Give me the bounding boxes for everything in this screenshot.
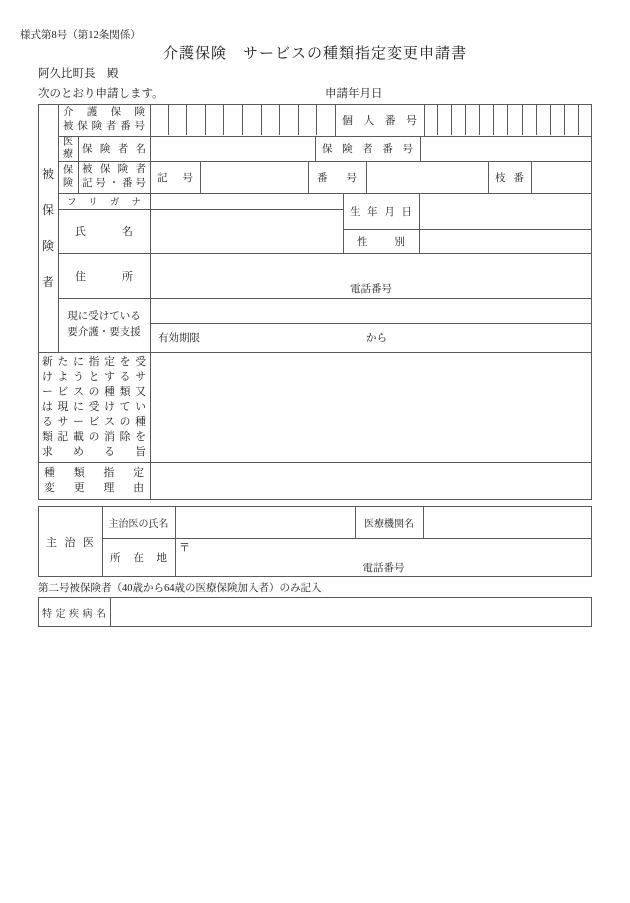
insurer-number-field <box>421 137 591 160</box>
insurer-number-label: 保険者番号 <box>322 144 413 155</box>
symbol-field <box>201 162 307 192</box>
insured-section-label: 被保険者 <box>41 167 54 289</box>
medical-insurance-label-top: 医療 <box>63 137 73 160</box>
doctor-name-field <box>176 507 354 537</box>
personal-number-cells <box>424 105 592 135</box>
symbol-label: 記号 <box>157 172 193 184</box>
birthdate-label: 生年月日 <box>350 206 412 218</box>
phone-number-label: 電話番号 <box>350 284 392 295</box>
personal-number-label: 個人番号 <box>342 115 417 127</box>
specific-disease-label: 特定疾病名 <box>42 608 106 620</box>
current-certification-field <box>151 299 591 322</box>
medical-institution-label: 医療機関名 <box>364 518 414 530</box>
validity-period-label: 有効期限 <box>158 333 200 344</box>
gender-field <box>420 230 591 252</box>
attending-doctor-section-label: 主治医 <box>46 536 94 549</box>
form-title: 介護保険 サービスの種類指定変更申請書 <box>162 46 467 62</box>
care-insurance-number-cells <box>150 105 335 135</box>
address-label: 住所 <box>75 270 133 283</box>
doctor-address-field <box>176 539 591 559</box>
current-certification-label: 現に受けている 要介護・要支援 <box>67 311 141 338</box>
insurer-name-field <box>151 137 314 160</box>
service-type-change-field <box>151 353 591 461</box>
grid-line <box>150 323 592 324</box>
address-field <box>151 254 591 282</box>
doctor-phone-label: 電話番号 <box>362 563 405 574</box>
form-number: 様式第8号（第12条関係） <box>20 30 141 41</box>
postal-mark: 〒 <box>179 542 190 554</box>
intro-line: 次のとおり申請します。 <box>38 88 164 100</box>
gender-label: 性別 <box>357 236 405 248</box>
doctor-address-label: 所在地 <box>110 553 167 564</box>
addressee-line: 阿久比町長 殿 <box>38 68 119 80</box>
name-label: 氏名 <box>75 226 133 238</box>
second-insured-note: 第二号被保険者（40歳から64歳の医療保険加入者）のみ記入 <box>38 583 322 594</box>
change-reason-label: 種類指定 変更理由 <box>44 467 144 494</box>
furigana-label: フリガナ <box>67 198 141 208</box>
medical-insurance-label-bottom: 保険 <box>63 164 73 189</box>
birthdate-field <box>420 194 591 228</box>
name-field <box>151 210 342 252</box>
medical-institution-field <box>424 507 591 537</box>
service-type-change-label: 新たに指定を受 けようとするサ ービスの種類又 は現に受けてい るサービスの種 類記載の消除を 求める旨 <box>42 355 146 458</box>
number-label: 番号 <box>317 172 357 184</box>
application-date-label: 申請年月日 <box>325 88 383 100</box>
branch-number-field <box>532 162 591 192</box>
insured-symbol-number-label: 被保険者 記号・番号 <box>82 164 146 189</box>
insurer-name-label: 保険者名 <box>82 144 146 155</box>
validity-from-label: から <box>366 333 387 344</box>
number-field <box>367 162 487 192</box>
furigana-field <box>151 194 342 208</box>
care-insurance-number-label: 介護保険 被保険者番号 <box>63 107 145 132</box>
specific-disease-field <box>111 598 591 626</box>
doctor-name-label: 主治医の氏名 <box>108 518 169 530</box>
branch-number-label: 枝番 <box>495 172 524 184</box>
change-reason-field <box>151 463 591 499</box>
